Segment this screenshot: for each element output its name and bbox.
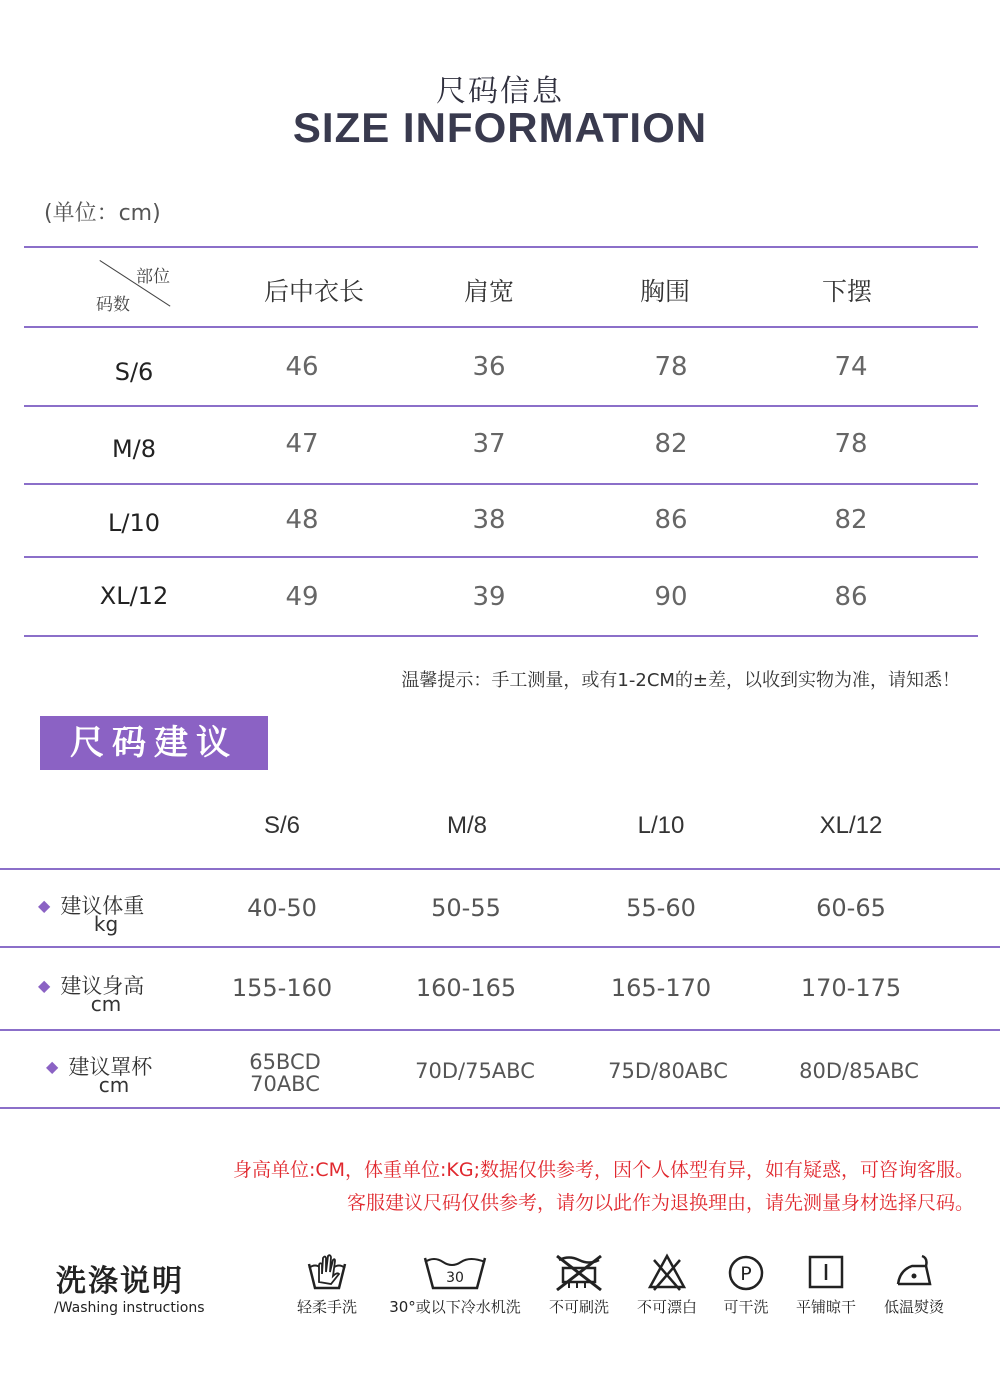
value-cell: 82 xyxy=(654,429,688,459)
table-rule xyxy=(24,635,978,637)
column-header: 下摆 xyxy=(821,277,872,306)
table-row xyxy=(24,558,978,635)
care-item xyxy=(876,1252,952,1317)
care-label: 轻柔手洗 xyxy=(296,1298,357,1316)
suggest-rule xyxy=(0,1107,1000,1109)
no-bleach-icon xyxy=(647,1252,687,1292)
value-cell: 36 xyxy=(472,352,506,382)
diamond-icon: ◆ xyxy=(38,976,51,995)
row-label-text: 建议体重 xyxy=(60,894,145,918)
care-label: 平铺晾干 xyxy=(795,1298,856,1316)
dry-clean-letter: P xyxy=(740,1263,752,1285)
row-label-text: 建议身高 xyxy=(60,974,145,998)
unit-label: (单位：cm) xyxy=(44,201,161,226)
row-unit: cm xyxy=(90,992,122,1016)
value-cell: 49 xyxy=(285,582,319,612)
value-cell: 46 xyxy=(285,352,319,382)
suggest-value: 60-65 xyxy=(816,894,886,922)
washing-title: 洗涤说明 xyxy=(56,1264,184,1299)
note-line: 身高单位:CM，体重单位:KG;数据仅供参考，因个人体型有异，如有疑惑，可咨询客服。 xyxy=(232,1159,974,1181)
suggest-value xyxy=(190,1051,380,1095)
note-line: 客服建议尺码仅供参考，请勿以此作为退换理由，请先测量身材选择尺码。 xyxy=(346,1192,974,1214)
suggest-value: 50-55 xyxy=(431,894,501,922)
care-item xyxy=(290,1252,364,1317)
suggest-value: 165-170 xyxy=(610,974,712,1002)
no-brush-icon xyxy=(553,1252,605,1292)
size-cell: M/8 xyxy=(111,435,157,463)
suggest-value: 40-50 xyxy=(247,894,317,922)
suggest-value: 80D/85ABC xyxy=(799,1059,919,1083)
suggest-value: 155-160 xyxy=(231,974,333,1002)
suggest-row-cup xyxy=(0,1031,1000,1107)
table-row xyxy=(24,485,978,556)
cup-value-line: 70ABC xyxy=(250,1072,320,1096)
suggest-value: 160-165 xyxy=(415,974,517,1002)
suggest-size-header: L/10 xyxy=(637,812,685,839)
value-cell: 90 xyxy=(654,582,688,612)
care-item xyxy=(380,1252,530,1317)
suggest-value: 70D/75ABC xyxy=(415,1059,535,1083)
value-cell: 74 xyxy=(834,352,868,382)
section-badge: 尺码建议 xyxy=(40,716,268,770)
page-title-en: SIZE INFORMATION xyxy=(292,104,708,151)
care-label: 30°或以下冷水机洗 xyxy=(389,1298,521,1316)
measurement-tip: 温馨提示：手工测量，或有1-2CM的±差，以收到实物为准，请知悉！ xyxy=(401,670,960,691)
row-unit: cm xyxy=(98,1073,130,1097)
care-label: 不可刷洗 xyxy=(548,1298,609,1316)
care-label: 低温熨烫 xyxy=(883,1298,944,1316)
column-header: 后中衣长 xyxy=(263,277,364,306)
value-cell: 86 xyxy=(654,505,688,535)
value-cell: 37 xyxy=(472,429,506,459)
value-cell: 86 xyxy=(834,582,868,612)
table-row xyxy=(24,407,978,483)
wash-temp-label: 30 xyxy=(446,1270,464,1286)
value-cell: 78 xyxy=(834,429,868,459)
suggest-row-weight xyxy=(0,870,1000,946)
diamond-icon: ◆ xyxy=(38,896,51,915)
suggest-value: 75D/80ABC xyxy=(608,1059,728,1083)
column-header: 肩宽 xyxy=(463,277,514,306)
value-cell: 78 xyxy=(654,352,688,382)
low-iron-icon xyxy=(892,1252,936,1292)
corner-label-part: 部位 xyxy=(136,267,170,287)
hand-wash-icon xyxy=(305,1252,349,1292)
care-label: 不可漂白 xyxy=(636,1298,697,1316)
value-cell: 48 xyxy=(285,505,319,535)
diamond-icon: ◆ xyxy=(46,1057,59,1076)
care-item xyxy=(790,1252,862,1317)
row-label-text: 建议罩杯 xyxy=(68,1055,153,1079)
dry-clean-p-icon xyxy=(726,1252,766,1292)
value-cell: 39 xyxy=(472,582,506,612)
care-item xyxy=(544,1252,614,1317)
value-cell: 38 xyxy=(472,505,506,535)
suggest-size-header: XL/12 xyxy=(819,812,883,839)
suggest-row-height xyxy=(0,948,1000,1029)
row-unit: kg xyxy=(93,912,119,936)
size-cell: S/6 xyxy=(114,358,154,386)
machine-wash-30-icon xyxy=(422,1252,488,1292)
page-title-cn: 尺码信息 xyxy=(436,74,564,109)
table-row xyxy=(24,328,978,405)
washing-subtitle: /Washing instructions xyxy=(54,1300,205,1316)
dry-flat-icon xyxy=(806,1252,846,1292)
suggest-value: 55-60 xyxy=(626,894,696,922)
cup-value-line: 65BCD xyxy=(249,1050,321,1074)
size-cell: L/10 xyxy=(108,509,160,537)
care-item xyxy=(716,1252,776,1317)
care-label: 可干洗 xyxy=(723,1298,769,1316)
value-cell: 82 xyxy=(834,505,868,535)
size-cell: XL/12 xyxy=(99,582,169,610)
table-header-row xyxy=(24,248,978,326)
suggest-size-header: S/6 xyxy=(263,812,301,839)
suggest-size-header: M/8 xyxy=(446,812,487,839)
care-item xyxy=(632,1252,702,1317)
corner-label-size: 码数 xyxy=(96,295,130,315)
suggest-value: 170-175 xyxy=(800,974,902,1002)
column-header: 胸围 xyxy=(639,277,690,306)
value-cell: 47 xyxy=(285,429,319,459)
